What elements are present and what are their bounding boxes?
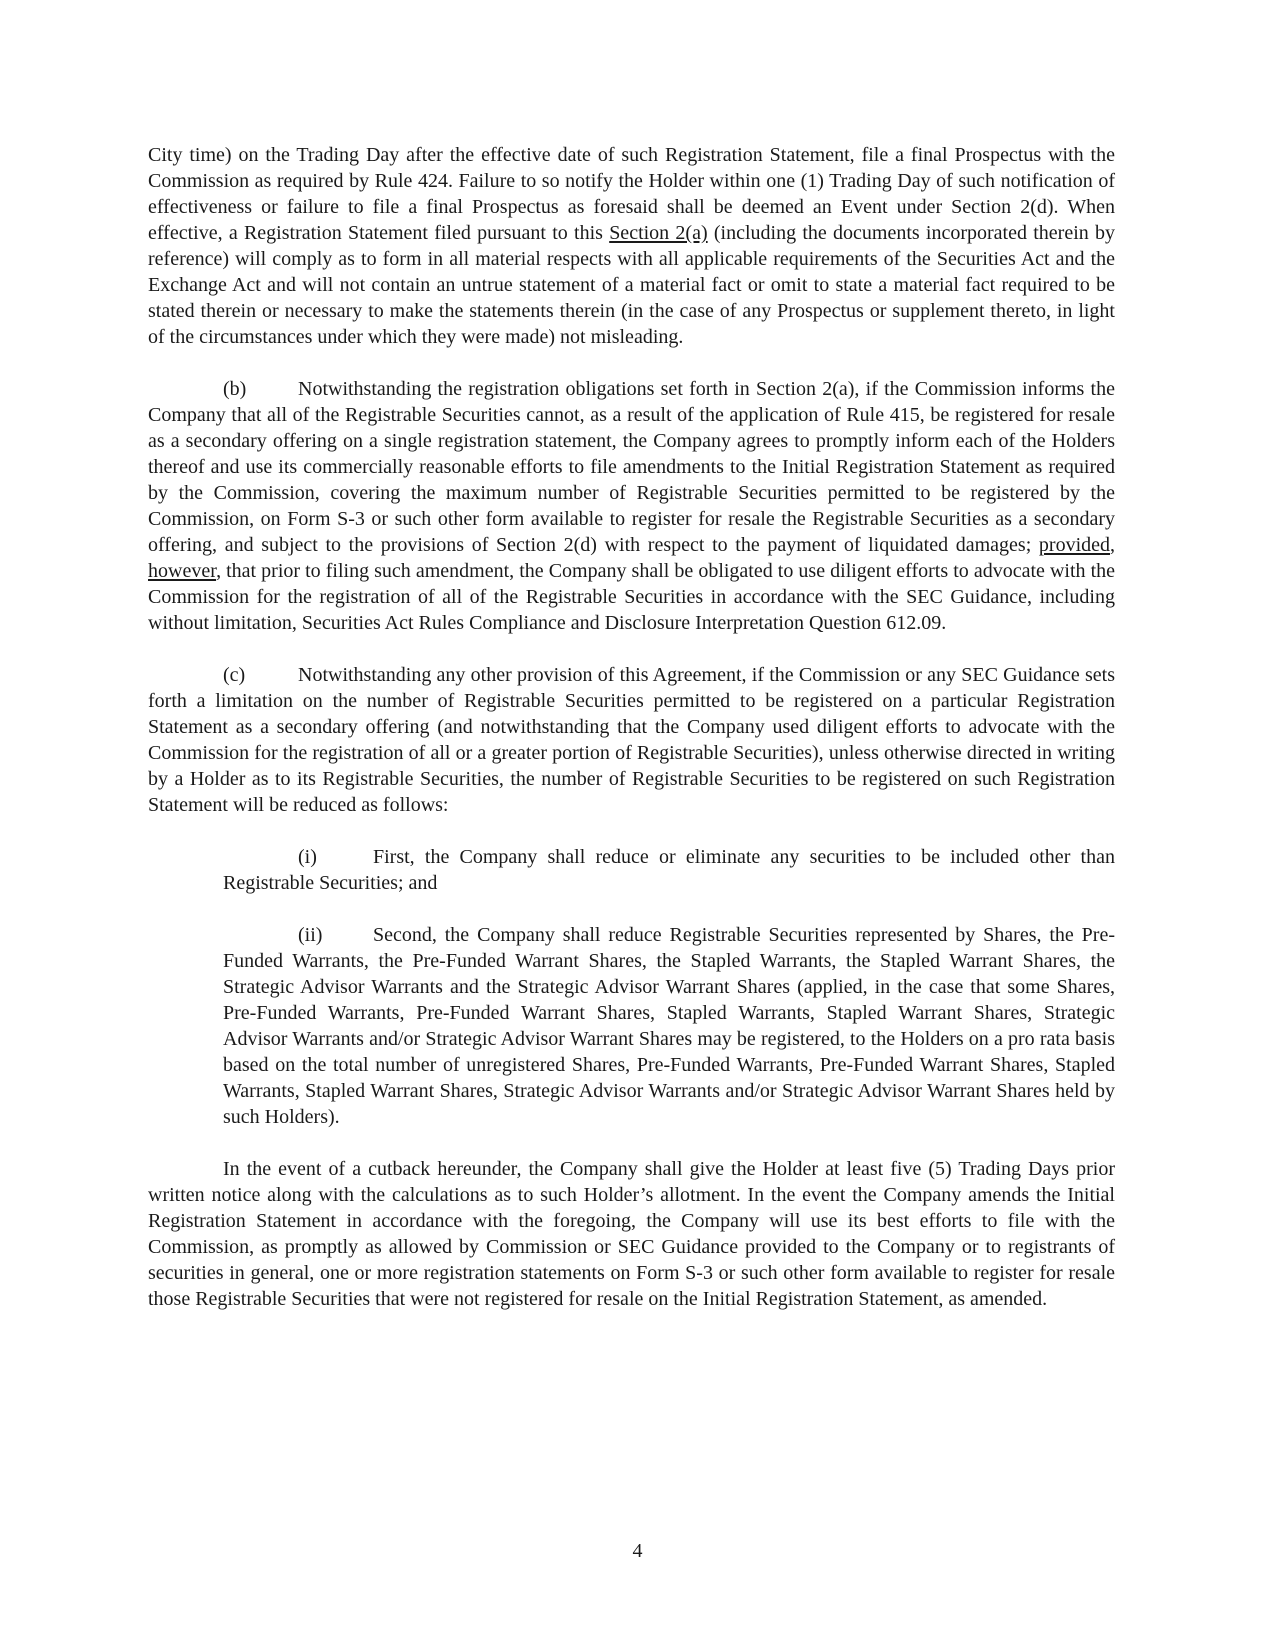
provided-term: provided [1038,534,1110,556]
section-2a-reference: Section 2(a) [609,222,708,244]
paragraph-c-text: Notwithstanding any other provision of this Agreement, if the Commission or any SEC Guidance sets forth a limitation on the number of Registrable Securities permitted to be registered on a particular Registration Statement as a secondary offering (and notwithstanding that the Company used diligent efforts to advocate with the Commission for the registration of all or a greater portion of Registrable Securities), unless otherwise directed in writing by a Holder as to its Registrable Securities, the number of Registrable Securities to be registered on such Registration Statement will be reduced as follows: [148,664,1115,816]
paragraph-b-comma: , [1110,534,1115,556]
page-number: 4 [632,1540,643,1562]
paragraph-b [148,376,1115,636]
subparagraph-ii-text: Second, the Company shall reduce Registrable Securities represented by Shares, the Pre-Funded Warrants, the Pre-Funded Warrant Shares, the Stapled Warrants, the Stapled Warrant Shares, the Strategic Advisor Warrants and the Strategic Advisor Warrant Shares (applied, in the case that some Shares, Pre-Funded Warrants, Pre-Funded Warrant Shares, Stapled Warrants, Stapled Warrant Shares, Strategic Advisor Warrants and/or Strategic Advisor Warrant Shares may be registered, to the Holders on a pro rata basis based on the total number of unregistered Shares, Pre-Funded Warrants, Pre-Funded Warrant Shares, Stapled Warrants, Stapled Warrant Shares, Strategic Advisor Warrants and/or Strategic Advisor Warrant Shares held by such Holders). [223,924,1115,1128]
subparagraph-ii-label: (ii) [298,924,323,946]
document-body [148,142,1115,1338]
paragraph-b-text: Notwithstanding the registration obligations set forth in Section 2(a), if the Commission informs the Company that all of the Registrable Securities cannot, as a result of the application of Rule 415, be registered for resale as a secondary offering on a single registration statement, the Company agrees to promptly inform each of the Holders thereof and use its commercially reasonable efforts to file amendments to the Initial Registration Statement as required by the Commission, covering the maximum number of Registrable Securities permitted to be registered by the Commission, on Form S-3 or such other form available to register for resale the Registrable Securities as a secondary offering, and subject to the provisions of Section 2(d) with respect to the payment of liquidated damages; [148,378,1115,556]
paragraph-c-label: (c) [223,664,246,686]
paragraph-a-continuation [148,142,1115,350]
paragraph-b-tail: , that prior to filing such amendment, the Company shall be obligated to use diligent efforts to advocate with the Commission for the registration of all of the Registrable Securities in accordance with the SEC Guidance, including without limitation, Securities Act Rules Compliance and Disclosure Interpretation Question 612.09. [148,560,1115,634]
subparagraph-ii [223,922,1115,1130]
however-term: however [148,560,217,582]
subparagraph-i-text: First, the Company shall reduce or eliminate any securities to be included other than Registrable Securities; and [223,846,1115,894]
paragraph-cutback [148,1156,1115,1312]
paragraph-a-tail: (including the documents incorporated therein by reference) will comply as to form in all material respects with all applicable requirements of the Securities Act and the Exchange Act and will not contain an untrue statement of a material fact or omit to state a material fact required to be stated therein or necessary to make the statements therein (in the case of any Prospectus or supplement thereto, in light of the circumstances under which they were made) not misleading. [148,222,1116,348]
paragraph-a-text: City time) on the Trading Day after the effective date of such Registration Statement, file a final Prospectus with the Commission as required by Rule 424. Failure to so notify the Holder within one (1) Trading Day of such notification of effectiveness or failure to file a final Prospectus as foresaid shall be deemed an Event under Section 2(d). When effective, a Registration Statement filed pursuant to this [148,144,1115,244]
paragraph-b-label: (b) [223,378,247,400]
subparagraph-i [223,844,1115,896]
paragraph-cutback-text: In the event of a cutback hereunder, the Company shall give the Holder at least five (5) Trading Days prior written notice along with the calculations as to such Holder’s allotment. In the event the Company amends the Initial Registration Statement in accordance with the foregoing, the Company will use its best efforts to file with the Commission, as promptly as allowed by Commission or SEC Guidance provided to the Company or to registrants of securities in general, one or more registration statements on Form S-3 or such other form available to register for resale those Registrable Securities that were not registered for resale on the Initial Registration Statement, as amended. [148,1158,1115,1310]
paragraph-c [148,662,1115,818]
subparagraph-i-label: (i) [298,846,317,868]
